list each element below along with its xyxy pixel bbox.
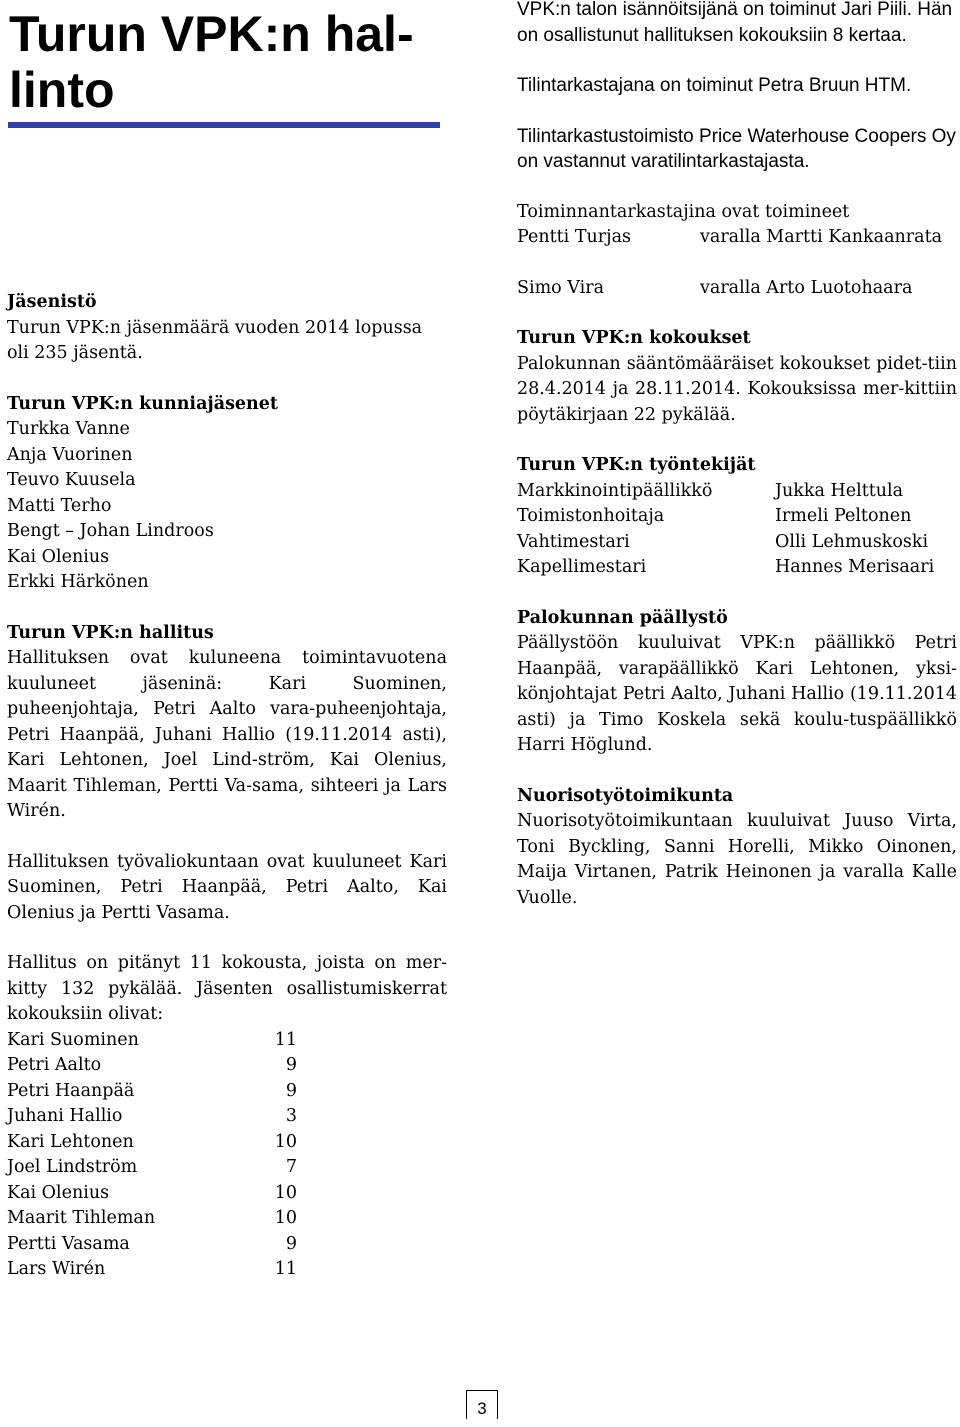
table-row: Kapellimestari Hannes Merisaari [517,557,935,577]
operations-auditors-intro: Toiminnantarkastajina ovat toimineet [517,201,850,222]
list-item: Matti Terho [7,495,112,516]
title-underline [8,122,440,128]
membership-text: Turun VPK:n jäsenmäärä vuoden 2014 lopussa oli 235 jäsentä. [7,317,423,363]
list-item: Teuvo Kuusela [7,470,136,490]
table-row: Joel Lindström 7 [7,1157,297,1177]
table-row: Juhani Hallio 3 [7,1106,297,1126]
employees-table [517,479,957,581]
list-item: Bengt – Johan Lindroos [7,521,214,541]
page-title-line-2: linto [9,62,115,118]
table-row: Petri Aalto 9 [7,1055,297,1075]
board-heading: Turun VPK:n hallitus [7,622,214,643]
property-manager-text: VPK:n talon isännöitsijänä on toiminut Jari Piili. Hän on osallistunut hallituksen kokouksiin 8 kertaa. [517,0,953,46]
table-row: Pentti Turjas varalla Martti Kankaanrata [517,227,943,247]
meetings-text: Palokunnan sääntömääräiset kokoukset pidet-tiin 28.4.2014 ja 28.11.2014. Kokouksissa mer-kittiin pöytäkirjaan 22 pykälää. [517,353,957,425]
table-row: Maarit Tihleman 10 [7,1208,297,1228]
attendance-table [7,1028,447,1283]
table-row: Pertti Vasama 9 [7,1233,297,1254]
employees-heading: Turun VPK:n työntekijät [517,455,756,475]
meetings-heading: Turun VPK:n kokoukset [517,328,751,348]
honorary-list [7,417,447,596]
board-members-text: Hallituksen ovat kuluneena toimintavuotena kuuluneet jäseninä: Kari Suominen, puheenjohtaja, Petri Aalto vara-puheenjohtaja, Petri Haanpää, Juhani Hallio (19.11.2014 asti), Kari Lehtonen, Joel Lind-ström, Kai Olenius, Maarit Tihleman, Pertti Va-sama, sihteeri ja Lars Wirén. [7,648,447,821]
list-item: Anja Vuorinen [7,444,133,465]
table-row: Petri Haanpää 9 [7,1080,297,1101]
command-text: Päällystöön kuuluivat VPK:n päällikkö Petri Haanpää, varapäällikkö Kari Lehtonen, yksi-könjohtajat Petri Aalto, Juhani Hallio (19.11.2014 asti) ja Timo Koskela sekä koulu-tuspäällikkö Harri Höglund. [517,633,957,755]
list-item: Kai Olenius [7,546,110,567]
membership-heading: Jäsenistö [7,292,97,312]
board-committee-text: Hallituksen työvaliokuntaan ovat kuuluneet Kari Suominen, Petri Haanpää, Petri Aalto, Kai Olenius ja Pertti Vasama. [7,851,447,923]
page-title-line-1: Turun VPK:n hal- [9,6,414,62]
board-meetings-text: Hallitus on pitänyt 11 kokousta, joista on mer-kitty 132 pykälää. Jäsenten osallistumiskerrat kokouksiin olivat: [7,953,447,1024]
table-row: Toimistonhoitaja Irmeli Peltonen [517,506,912,526]
honorary-heading: Turun VPK:n kunniajäsenet [7,393,279,414]
table-row: Lars Wirén 11 [7,1259,297,1279]
page-number: 3 [466,1390,498,1419]
command-heading: Palokunnan päällystö [517,607,728,628]
table-row: Kari Suominen 11 [7,1029,297,1050]
auditor-text: Tilintarkastajana on toiminut Petra Bruun HTM. [517,75,912,96]
youth-text: Nuorisotyötoimikuntaan kuuluivat Juuso Virta, Toni Byckling, Sanni Horelli, Mikko Oinonen, Maija Virtanen, Patrik Heinonen ja varalla Kalle Vuolle. [517,811,957,908]
left-column [7,0,447,1283]
youth-heading: Nuorisotyötoimikunta [517,785,734,806]
list-item: Erkki Härkönen [7,572,149,592]
table-row: Markkinointipäällikkö Jukka Helttula [517,480,904,501]
table-row: Simo Vira varalla Arto Luotohaara [517,277,913,298]
table-row: Kari Lehtonen 10 [7,1131,297,1152]
page-title [9,6,447,118]
list-item: Turkka Vanne [7,419,130,439]
right-column [517,0,957,911]
table-row: Vahtimestari Olli Lehmuskoski [517,531,929,552]
table-row: Kai Olenius 10 [7,1182,297,1203]
deputy-auditor-text: Tilintarkastustoimisto Price Waterhouse Coopers Oy on vastannut varatilintarkastajasta. [517,125,956,172]
